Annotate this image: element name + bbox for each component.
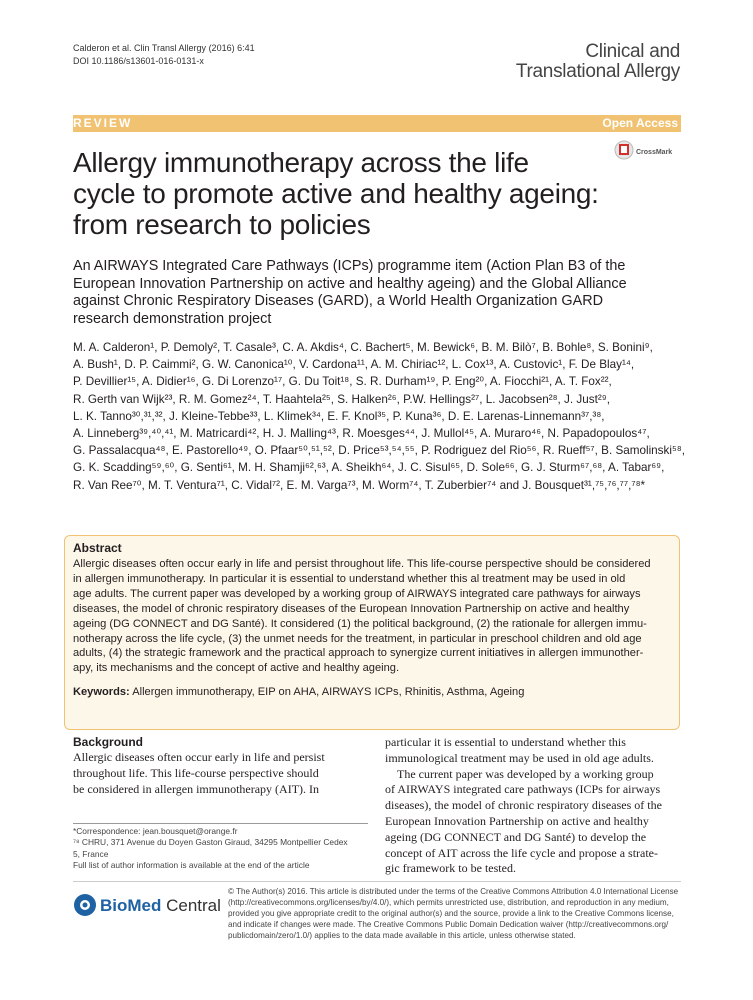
body-line: be considered in allergen immunotherapy (AIT). In — [73, 781, 320, 796]
correspondence-note[interactable]: *Correspondence: jean.bousquet@orange.fr — [73, 826, 238, 836]
license-line: © The Author(s) 2016. This article is distributed under the terms of the Creative Commons Attribution 4.0 International License — [228, 887, 679, 896]
abstract-line: ageing (DG CONNECT and DG Santé). It considered (1) the political background, (2) the rationale for allergen immu- — [73, 617, 647, 630]
footnotes — [73, 826, 373, 872]
abstract-line: adults, (4) the strategic framework and the practical approach to synergize current initiatives in allergen immunother- — [73, 647, 644, 660]
open-access-label: Open Access — [602, 116, 678, 130]
keywords-value: Allergen immunotherapy, EIP on AHA, AIRWAYS ICPs, Rhinitis, Asthma, Ageing — [132, 686, 525, 698]
footnote-divider — [73, 823, 368, 824]
author-line: L. K. Tanno³⁰,³¹,³², J. Kleine-Tebbe³³, L. Klimek³⁴, E. F. Knol³⁵, P. Kuna³⁶, D. E. Larenas-Linnemann³⁷,³⁸, — [73, 409, 605, 423]
title-line: Allergy immunotherapy across the life — [73, 147, 529, 178]
body-line: Allergic diseases often occur early in life and persist — [73, 750, 325, 764]
license-text — [228, 886, 686, 941]
article-type-label: REVIEW — [73, 116, 133, 130]
abstract-heading: Abstract — [73, 541, 122, 555]
author-line: A. Linneberg³⁹,⁴⁰,⁴¹, M. Matricardi⁴², H. J. Malling⁴³, R. Moesges⁴⁴, J. Mullol⁴⁵, A. Muraro⁴⁶, N. Papadopoulos⁴⁷, — [73, 427, 650, 441]
affiliation-note: 5, France — [73, 848, 109, 859]
body-line: European Innovation Partnership on active and healthy — [385, 813, 649, 828]
abstract-line: Allergic diseases often occur early in life and persist throughout life. This life-course perspective should be considered — [73, 558, 651, 570]
author-info-note: Full list of author information is available at the end of the article — [73, 860, 310, 871]
keywords — [73, 686, 524, 698]
author-line: G. K. Scadding⁵⁹,⁶⁰, G. Senti⁶¹, M. H. Shamji⁶²,⁶³, A. Sheikh⁶⁴, J. C. Sisul⁶⁵, D. Sole⁶⁶, G. J. Sturm⁶⁷,⁶⁸, A. Tabar⁶⁹, — [73, 461, 665, 475]
title-line: from research to policies — [73, 209, 371, 240]
doi-line[interactable]: DOI 10.1186/s13601-016-0131-x — [73, 55, 204, 66]
body-line: diseases), the model of chronic respiratory diseases of the — [385, 798, 662, 813]
author-line: A. Bush¹, D. P. Caimmi², G. W. Canonica¹⁰, V. Cardona¹¹, A. M. Chiriac¹², L. Cox¹³, A. Custovic¹, F. De Blay¹⁴, — [73, 358, 635, 372]
abstract-line: in allergen immunotherapy. In particular it is essential to understand whether this al treatment may be used in old — [73, 572, 626, 585]
subtitle-line: research demonstration project — [73, 310, 272, 327]
body-line: immunological treatment may be used in old age adults. — [385, 750, 654, 765]
body-line: ageing (DG CONNECT and DG Santé) to develop the — [385, 829, 647, 844]
license-line: (http://creativecommons.org/licenses/by/4.0/), which permits unrestricted use, distribution, and reproduction in any medium, — [228, 898, 669, 908]
abstract-line: notherapy across the life cycle, (3) the unmet needs for the treatment, in particular in preschool children and old age — [73, 632, 642, 645]
author-line: R. Van Ree⁷⁰, M. T. Ventura⁷¹, C. Vidal⁷², E. M. Varga⁷³, M. Worm⁷⁴, T. Zuberbier⁷⁴ and J. Bousquet³¹,⁷⁵,⁷⁶,⁷⁷,⁷⁸* — [73, 478, 646, 492]
author-line: M. A. Calderon¹, P. Demoly², T. Casale³, C. A. Akdis⁴, C. Bachert⁵, M. Bewick⁶, B. M. Bilò⁷, B. Bohle⁸, S. Bonini⁹, — [73, 341, 653, 354]
biomed-central-logo — [73, 890, 221, 922]
license-line: publicdomain/zero/1.0/) applies to the data made available in this article, unless otherwise stated. — [228, 931, 576, 941]
body-line: concept of AIT across the life cycle and propose a strate- — [385, 845, 658, 860]
background-heading: Background — [73, 735, 144, 749]
author-line: G. Passalacqua⁴⁸, E. Pastorello⁴⁹, O. Pfaar⁵⁰,⁵¹,⁵², D. Price⁵³,⁵⁴,⁵⁵, P. Rodriguez del Rio⁵⁶, R. Rueff⁵⁷, B. Samolinski⁵⁸, — [73, 444, 685, 458]
affiliation-note: ⁷⁸ CHRU, 371 Avenue du Doyen Gaston Giraud, 34295 Montpellier Cedex — [73, 837, 348, 848]
abstract-line: diseases, the model of chronic respiratory diseases of the European Innovation Partnership on active and healthy — [73, 602, 630, 615]
crossmark-label: CrossMark — [636, 149, 673, 156]
title-line: cycle to promote active and healthy ageing: — [73, 178, 599, 209]
keywords-label: Keywords: — [73, 686, 130, 698]
publisher-name-rest: Central — [161, 896, 221, 915]
publisher-name-bold: BioMed — [100, 896, 162, 915]
subtitle-line: An AIRWAYS Integrated Care Pathways (ICPs) programme item (Action Plan B3 of the — [73, 258, 626, 274]
article-type-banner — [73, 115, 681, 132]
subtitle-line: against Chronic Respiratory Diseases (GARD), a World Health Organization GARD — [73, 293, 603, 309]
article-subtitle — [73, 258, 688, 328]
abstract-text — [73, 557, 685, 676]
subtitle-line: European Innovation Partnership on active and healthy ageing) and the Global Alliance — [73, 275, 627, 292]
body-line: particular it is essential to understand whether this — [385, 735, 626, 749]
author-line: R. Gerth van Wijk²³, R. M. Gomez²⁴, T. Haahtela²⁵, S. Halken²⁶, P.W. Hellings²⁷, L. Jacobsen²⁸, J. Just²⁹, — [73, 392, 610, 406]
body-line: of AIRWAYS integrated care pathways (ICPs for airways — [385, 782, 661, 797]
citation-line: Calderon et al. Clin Transl Allergy (2016) 6:41 — [73, 43, 255, 53]
body-line: The current paper was developed by a working group — [397, 766, 654, 781]
citation — [73, 42, 255, 67]
journal-name-line1: Clinical and — [585, 41, 680, 62]
biomed-central-icon — [73, 892, 97, 918]
author-line: P. Devillier¹⁵, A. Didier¹⁶, G. Di Lorenzo¹⁷, G. Du Toit¹⁸, S. R. Durham¹⁹, P. Eng²⁰, A. Fiocchi²¹, A. T. Fox²², — [73, 375, 612, 389]
journal-name — [516, 42, 680, 82]
background-right-column — [385, 735, 681, 877]
abstract-line: age adults. The current paper was developed by a working group of AIRWAYS integrated care pathways for airways — [73, 587, 641, 600]
article-title — [73, 147, 633, 240]
abstract-line: apy, its mechanisms and the concept of active and healthy ageing. — [73, 662, 400, 675]
license-line: and indicate if changes were made. The Creative Commons Public Domain Dedication waiver (http://creativecommons.org/ — [228, 920, 669, 930]
body-line: gic framework to be tested. — [385, 861, 516, 876]
background-left-column — [73, 750, 368, 797]
publisher-name — [100, 896, 221, 916]
author-list — [73, 339, 688, 494]
license-divider — [73, 881, 681, 882]
journal-name-line2: Translational Allergy — [515, 61, 680, 82]
body-line: throughout life. This life-course perspective should — [73, 765, 319, 780]
license-line: provided you give appropriate credit to the original author(s) and the source, provide a link to the Creative Commons license, — [228, 909, 674, 919]
